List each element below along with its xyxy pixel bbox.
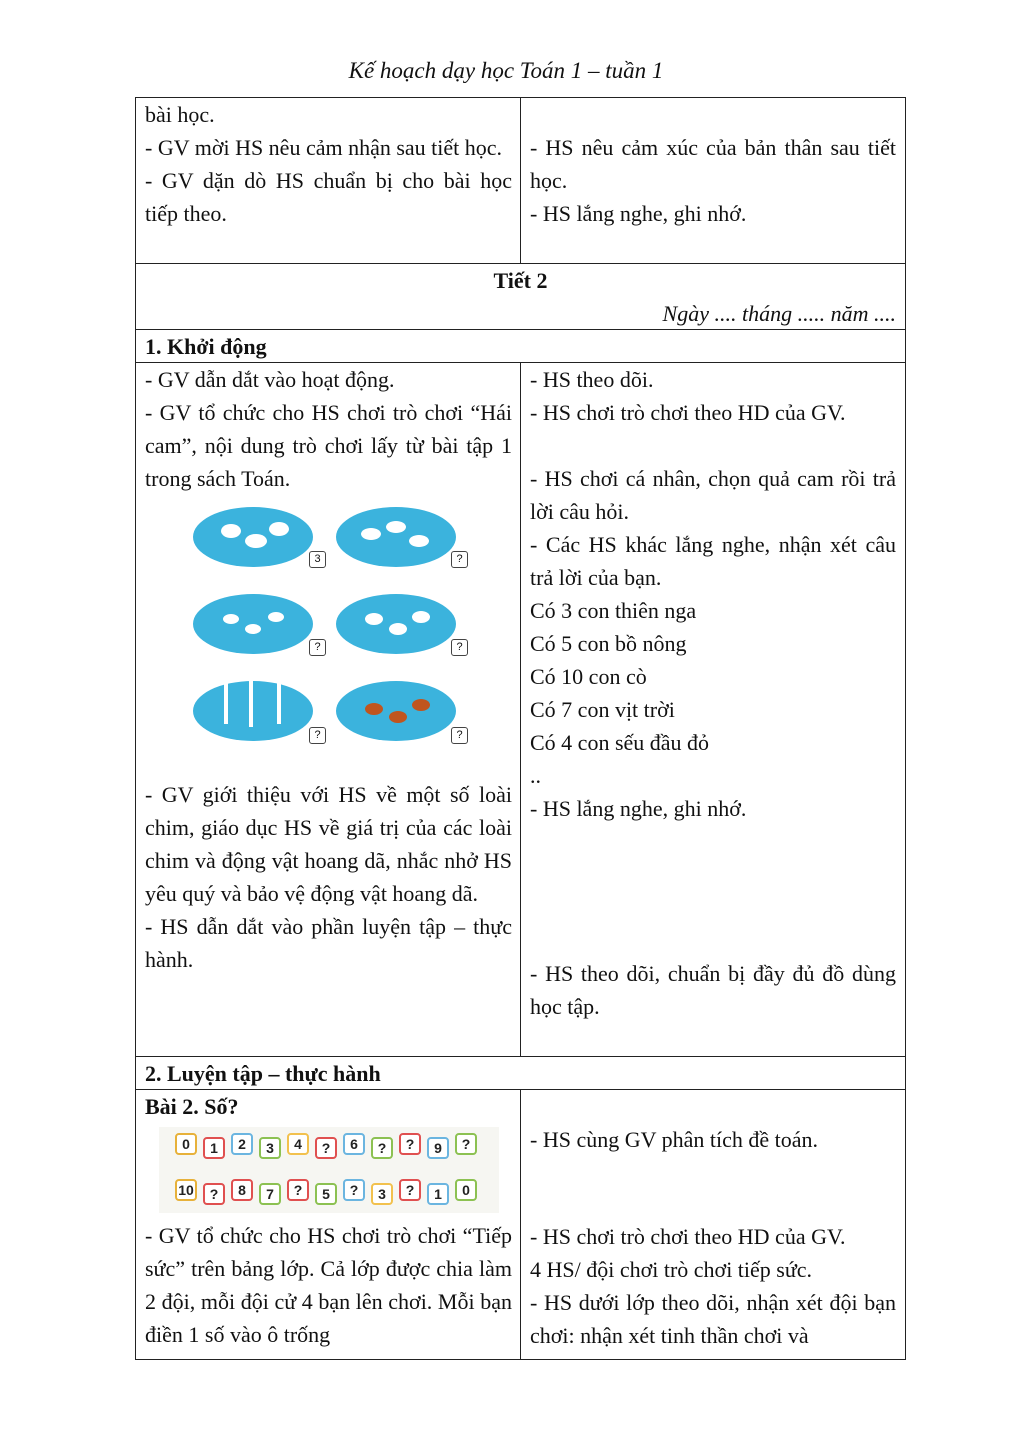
number-box: ? (399, 1133, 421, 1155)
number-box: 4 (287, 1133, 309, 1155)
text-line: - HS nêu cảm xúc của bản thân sau tiết học. (530, 135, 896, 193)
section-title: 1. Khởi động (145, 334, 267, 359)
period-row (136, 263, 905, 329)
number-box: ? (203, 1183, 225, 1205)
student-column (521, 1090, 905, 1359)
number-box: 7 (259, 1183, 281, 1205)
pond-pelicans (336, 507, 456, 567)
number-box: ? (399, 1179, 421, 1201)
section-title-row (136, 1056, 905, 1089)
text-line: - HS dưới lớp theo dõi, nhận xét đội bạn chơi: nhận xét tinh thần chơi và (530, 1290, 896, 1348)
number-box: 3 (371, 1183, 393, 1205)
text-line: - HS lắng nghe, ghi nhớ. (530, 201, 747, 226)
number-sequence (159, 1127, 499, 1213)
teacher-column (136, 98, 521, 263)
number-box: 8 (231, 1179, 253, 1201)
number-box: 0 (175, 1133, 197, 1155)
number-box: 10 (175, 1179, 197, 1201)
pond-drawings (191, 499, 481, 754)
text-line: - HS theo dõi, chuẩn bị đầy đủ đồ dùng học tập. (530, 961, 896, 1019)
section-title: 2. Luyện tập – thực hành (145, 1061, 381, 1086)
number-box: ? (315, 1137, 337, 1159)
text-line: - GV tổ chức cho HS chơi trò chơi “Hái cam”, nội dung trò chơi lấy từ bài tập 1 trong sách Toán. (145, 400, 512, 491)
text-line: - HS dẫn dắt vào phần luyện tập – thực hành. (145, 914, 512, 972)
pond-cranes (193, 677, 313, 741)
text-line: - HS chơi cá nhân, chọn quả cam rồi trả lời câu hỏi. (530, 466, 896, 524)
number-box: 1 (427, 1183, 449, 1205)
text-line: - GV dặn dò HS chuẩn bị cho bài học tiếp theo. (145, 168, 512, 226)
text-line: 4 HS/ đội chơi trò chơi tiếp sức. (530, 1257, 813, 1282)
number-box: ? (343, 1179, 365, 1201)
text-line: - HS cùng GV phân tích đề toán. (530, 1127, 818, 1152)
number-box: 1 (203, 1137, 225, 1159)
pond-swans (193, 507, 313, 567)
text-line: bài học. (145, 102, 215, 127)
text-line: - GV tổ chức cho HS chơi trò chơi “Tiếp sức” trên bảng lớp. Cả lớp được chia làm 2 đội, mỗi đội cử 4 bạn lên chơi. Mỗi bạn điền 1 số vào ô trống (145, 1223, 512, 1347)
answer-line: Có 7 con vịt trời (530, 697, 675, 722)
lesson-table (135, 97, 906, 1360)
text-line: - GV dẫn dắt vào hoạt động. (145, 367, 395, 392)
answer-line: Có 3 con thiên nga (530, 598, 697, 623)
text-line: - HS chơi trò chơi theo HD của GV. (530, 1224, 846, 1249)
student-column (521, 98, 905, 263)
text-line: - HS theo dõi. (530, 367, 654, 392)
answer-line: Có 5 con bồ nông (530, 631, 687, 656)
answer-line: Có 10 con cò (530, 664, 647, 689)
practice-row (136, 1089, 905, 1359)
number-box: 0 (455, 1179, 477, 1201)
text-line: - HS lắng nghe, ghi nhớ. (530, 796, 747, 821)
number-box: 6 (343, 1133, 365, 1155)
page-header: Kế hoạch dạy học Toán 1 – tuần 1 (348, 58, 664, 83)
pond-storks (193, 594, 313, 654)
number-box: 3 (259, 1137, 281, 1159)
student-column (521, 363, 905, 1056)
text-line: - GV giới thiệu với HS về một số loài chim, giáo dục HS về giá trị của các loài chim và động vật hoang dã, nhắc nhở HS yêu quý và bảo vệ động vật hoang dã. (145, 782, 512, 906)
teacher-column (136, 1090, 521, 1359)
pond-ducks (336, 594, 456, 654)
period-title: Tiết 2 (493, 268, 548, 293)
text-line: - HS chơi trò chơi theo HD của GV. (530, 400, 846, 425)
number-box: ? (455, 1133, 477, 1155)
closing-row (136, 98, 905, 263)
pond-label: ? (451, 727, 468, 744)
pond-label: 3 (309, 551, 326, 568)
number-box: ? (371, 1137, 393, 1159)
number-box: ? (287, 1179, 309, 1201)
pond-label: ? (451, 639, 468, 656)
number-box: 9 (427, 1137, 449, 1159)
pond-label: ? (309, 639, 326, 656)
number-box: 5 (315, 1183, 337, 1205)
pond-mandarins (336, 681, 456, 741)
text-line: - Các HS khác lắng nghe, nhận xét câu trả lời của bạn. (530, 532, 896, 590)
bird-ponds-illustration (191, 499, 481, 754)
pond-label: ? (309, 727, 326, 744)
section-title-row (136, 329, 905, 362)
answer-line: Có 4 con sếu đầu đỏ (530, 730, 710, 755)
text-line: - GV mời HS nêu cảm nhận sau tiết học. (145, 135, 503, 160)
exercise-title: Bài 2. Số? (145, 1094, 239, 1119)
warmup-row (136, 362, 905, 1056)
date-line: Ngày .... tháng ..... năm .... (662, 301, 896, 326)
pond-label: ? (451, 551, 468, 568)
ellipsis-line: .. (530, 763, 541, 788)
teacher-column (136, 363, 521, 1056)
number-box: 2 (231, 1133, 253, 1155)
